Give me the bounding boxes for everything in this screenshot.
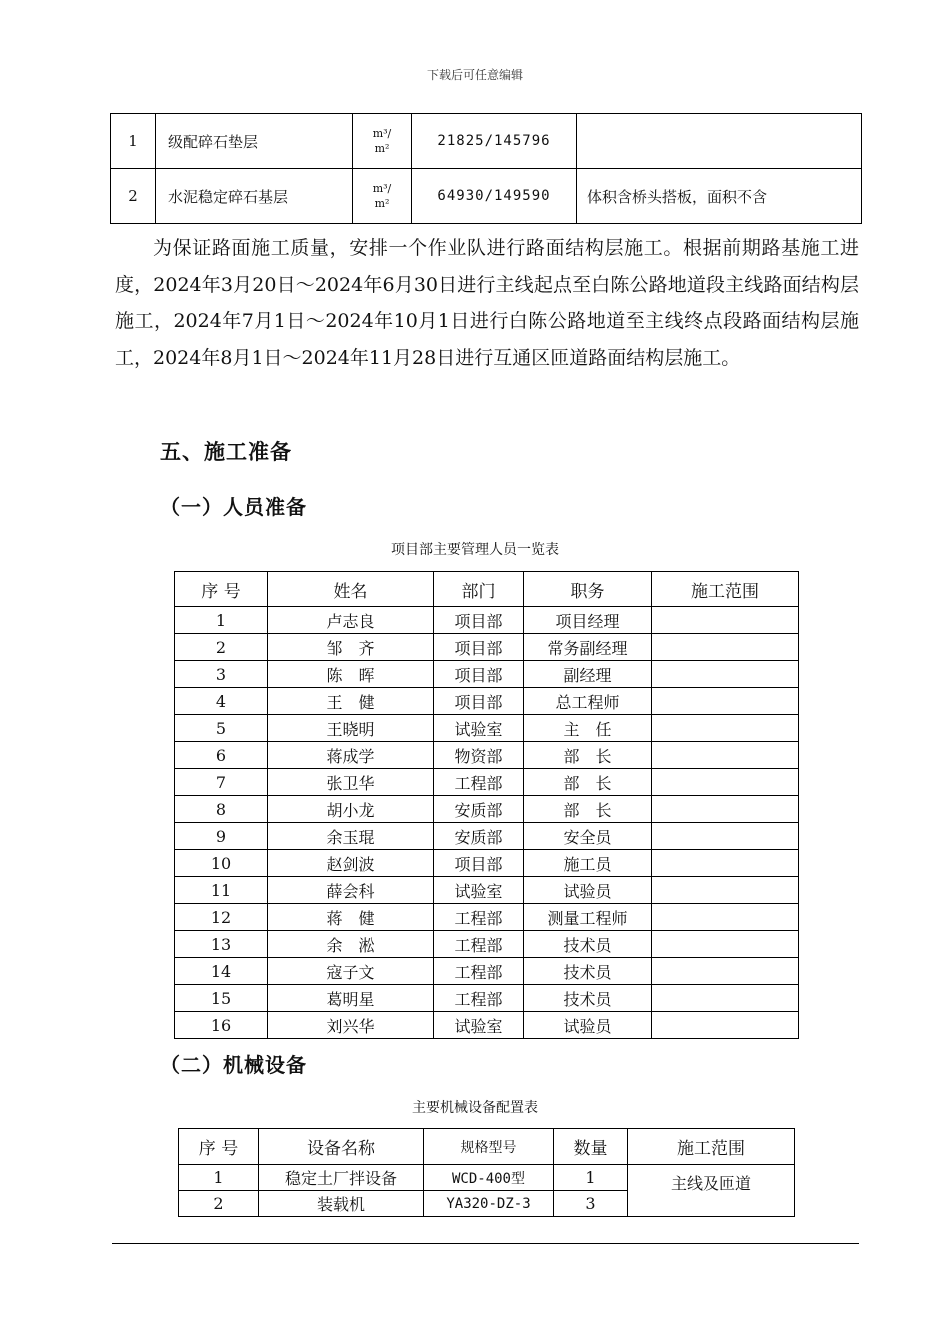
cell-position: 安全员 xyxy=(524,823,652,850)
cell-equipment-name: 装载机 xyxy=(259,1191,424,1217)
table-row xyxy=(175,985,799,1012)
table-row xyxy=(175,769,799,796)
cell-position: 副经理 xyxy=(524,661,652,688)
cell-position: 测量工程师 xyxy=(524,904,652,931)
cell-scope xyxy=(652,850,799,877)
cell-no: 4 xyxy=(175,688,268,715)
cell-equipment-name: 稳定土厂拌设备 xyxy=(259,1165,424,1191)
cell-dept: 项目部 xyxy=(434,661,524,688)
cell-scope xyxy=(652,634,799,661)
cell-dept: 物资部 xyxy=(434,742,524,769)
cell-name: 王晓明 xyxy=(268,715,434,742)
table-row xyxy=(175,607,799,634)
cell-dept: 安质部 xyxy=(434,796,524,823)
cell-dept: 工程部 xyxy=(434,985,524,1012)
cell-scope xyxy=(652,715,799,742)
cell-dept: 项目部 xyxy=(434,688,524,715)
cell-position: 技术员 xyxy=(524,958,652,985)
cell-dept: 工程部 xyxy=(434,958,524,985)
cell-position: 主 任 xyxy=(524,715,652,742)
cell-name: 卢志良 xyxy=(268,607,434,634)
cell-scope xyxy=(652,661,799,688)
cell-scope xyxy=(652,796,799,823)
table-row xyxy=(175,1012,799,1039)
table-row xyxy=(175,688,799,715)
unit-bottom: m² xyxy=(374,197,390,210)
cell-dept: 工程部 xyxy=(434,904,524,931)
cell-name: 邹 齐 xyxy=(268,634,434,661)
cell-name: 葛明星 xyxy=(268,985,434,1012)
cell-position: 常务副经理 xyxy=(524,634,652,661)
header-model: 规格型号 xyxy=(424,1129,554,1165)
cell-position: 部 长 xyxy=(524,769,652,796)
cell-name: 刘兴华 xyxy=(268,1012,434,1039)
cell-quantity: 1 xyxy=(554,1165,628,1191)
cell-position: 施工员 xyxy=(524,850,652,877)
cell-dept: 试验室 xyxy=(434,715,524,742)
cell-no: 1 xyxy=(111,114,156,169)
cell-model: YA320-DZ-3 xyxy=(424,1191,554,1217)
footer-rule xyxy=(112,1243,859,1244)
table-row xyxy=(175,634,799,661)
cell-scope xyxy=(652,985,799,1012)
table-row xyxy=(111,169,862,224)
cell-no: 1 xyxy=(179,1165,259,1191)
table-row xyxy=(175,931,799,958)
cell-no: 9 xyxy=(175,823,268,850)
cell-no: 16 xyxy=(175,1012,268,1039)
table-row xyxy=(175,958,799,985)
cell-no: 2 xyxy=(111,169,156,224)
unit-bottom: m² xyxy=(374,142,390,155)
table-row xyxy=(111,114,862,169)
cell-no: 7 xyxy=(175,769,268,796)
staff-body xyxy=(175,607,799,1039)
cell-name: 蒋 健 xyxy=(268,904,434,931)
machinery-table xyxy=(178,1128,795,1217)
cell-dept: 项目部 xyxy=(434,634,524,661)
cell-dept: 项目部 xyxy=(434,850,524,877)
cell-no: 6 xyxy=(175,742,268,769)
cell-no: 15 xyxy=(175,985,268,1012)
cell-name: 余玉琨 xyxy=(268,823,434,850)
cell-no: 2 xyxy=(175,634,268,661)
cell-position: 试验员 xyxy=(524,877,652,904)
header-name: 姓名 xyxy=(268,572,434,607)
table-row xyxy=(175,796,799,823)
machinery-table-caption: 主要机械设备配置表 xyxy=(412,1100,538,1116)
cell-position: 项目经理 xyxy=(524,607,652,634)
cell-no: 10 xyxy=(175,850,268,877)
table-row xyxy=(175,850,799,877)
cell-no: 3 xyxy=(175,661,268,688)
table-row xyxy=(179,1165,795,1191)
machinery-heading: （二）机械设备 xyxy=(160,1053,307,1077)
table-row xyxy=(175,715,799,742)
cell-position: 技术员 xyxy=(524,931,652,958)
cell-name: 寇子文 xyxy=(268,958,434,985)
table-row xyxy=(175,877,799,904)
header-no: 序 号 xyxy=(175,572,268,607)
cell-position: 部 长 xyxy=(524,796,652,823)
quantity-table xyxy=(110,113,862,224)
machinery-header-row xyxy=(179,1129,795,1165)
cell-dept: 工程部 xyxy=(434,769,524,796)
cell-dept: 安质部 xyxy=(434,823,524,850)
cell-unit xyxy=(353,169,412,224)
cell-scope: 主线及匝道 xyxy=(628,1165,795,1217)
cell-quantity: 3 xyxy=(554,1191,628,1217)
staff-table-caption: 项目部主要管理人员一览表 xyxy=(391,542,559,558)
cell-value: 21825/145796 xyxy=(412,114,577,169)
staff-table xyxy=(174,571,799,1039)
cell-model: WCD-400型 xyxy=(424,1165,554,1191)
cell-name: 薛会科 xyxy=(268,877,434,904)
header-no: 序 号 xyxy=(179,1129,259,1165)
cell-unit xyxy=(353,114,412,169)
schedule-paragraph: 为保证路面施工质量，安排一个作业队进行路面结构层施工。根据前期路基施工进度，2024年3月20日～2024年6月30日进行主线起点至白陈公路地道段主线路面结构层施工，2024年7月1日～2024年10月1日进行白陈公路地道至主线终点段路面结构层施工，2024年8月1日～2024年11月28日进行互通区匝道路面结构层施工。 xyxy=(115,237,859,369)
cell-name: 余 淞 xyxy=(268,931,434,958)
header-quantity: 数量 xyxy=(554,1129,628,1165)
cell-no: 1 xyxy=(175,607,268,634)
watermark-header: 下载后可任意编辑 xyxy=(426,68,523,82)
header-position: 职务 xyxy=(524,572,652,607)
cell-name: 胡小龙 xyxy=(268,796,434,823)
header-equipment-name: 设备名称 xyxy=(259,1129,424,1165)
cell-value: 64930/149590 xyxy=(412,169,577,224)
table-row xyxy=(175,742,799,769)
cell-scope xyxy=(652,688,799,715)
cell-scope xyxy=(652,877,799,904)
cell-note xyxy=(577,114,862,169)
cell-dept: 项目部 xyxy=(434,607,524,634)
cell-scope xyxy=(652,823,799,850)
cell-scope xyxy=(652,958,799,985)
cell-no: 13 xyxy=(175,931,268,958)
cell-name: 蒋成学 xyxy=(268,742,434,769)
cell-no: 14 xyxy=(175,958,268,985)
unit-top: m³/ xyxy=(372,182,392,195)
cell-name: 水泥稳定碎石基层 xyxy=(156,169,353,224)
staff-header-row xyxy=(175,572,799,607)
cell-no: 2 xyxy=(179,1191,259,1217)
staff-heading: （一）人员准备 xyxy=(160,495,307,519)
cell-scope xyxy=(652,769,799,796)
cell-dept: 试验室 xyxy=(434,877,524,904)
cell-no: 11 xyxy=(175,877,268,904)
cell-name: 张卫华 xyxy=(268,769,434,796)
unit-top: m³/ xyxy=(372,127,392,140)
section-title: 五、施工准备 xyxy=(160,440,292,464)
header-scope: 施工范围 xyxy=(652,572,799,607)
cell-name: 赵剑波 xyxy=(268,850,434,877)
cell-note: 体积含桥头搭板，面积不含 xyxy=(577,169,862,224)
cell-no: 8 xyxy=(175,796,268,823)
cell-position: 总工程师 xyxy=(524,688,652,715)
header-dept: 部门 xyxy=(434,572,524,607)
header-scope: 施工范围 xyxy=(628,1129,795,1165)
cell-no: 12 xyxy=(175,904,268,931)
cell-position: 技术员 xyxy=(524,985,652,1012)
cell-dept: 试验室 xyxy=(434,1012,524,1039)
cell-position: 试验员 xyxy=(524,1012,652,1039)
cell-dept: 工程部 xyxy=(434,931,524,958)
table-row xyxy=(175,661,799,688)
table-row xyxy=(175,904,799,931)
cell-scope xyxy=(652,1012,799,1039)
cell-scope xyxy=(652,904,799,931)
cell-no: 5 xyxy=(175,715,268,742)
cell-name: 王 健 xyxy=(268,688,434,715)
cell-position: 部 长 xyxy=(524,742,652,769)
cell-name: 级配碎石垫层 xyxy=(156,114,353,169)
cell-scope xyxy=(652,607,799,634)
cell-scope xyxy=(652,931,799,958)
cell-scope xyxy=(652,742,799,769)
cell-name: 陈 晖 xyxy=(268,661,434,688)
table-row xyxy=(175,823,799,850)
